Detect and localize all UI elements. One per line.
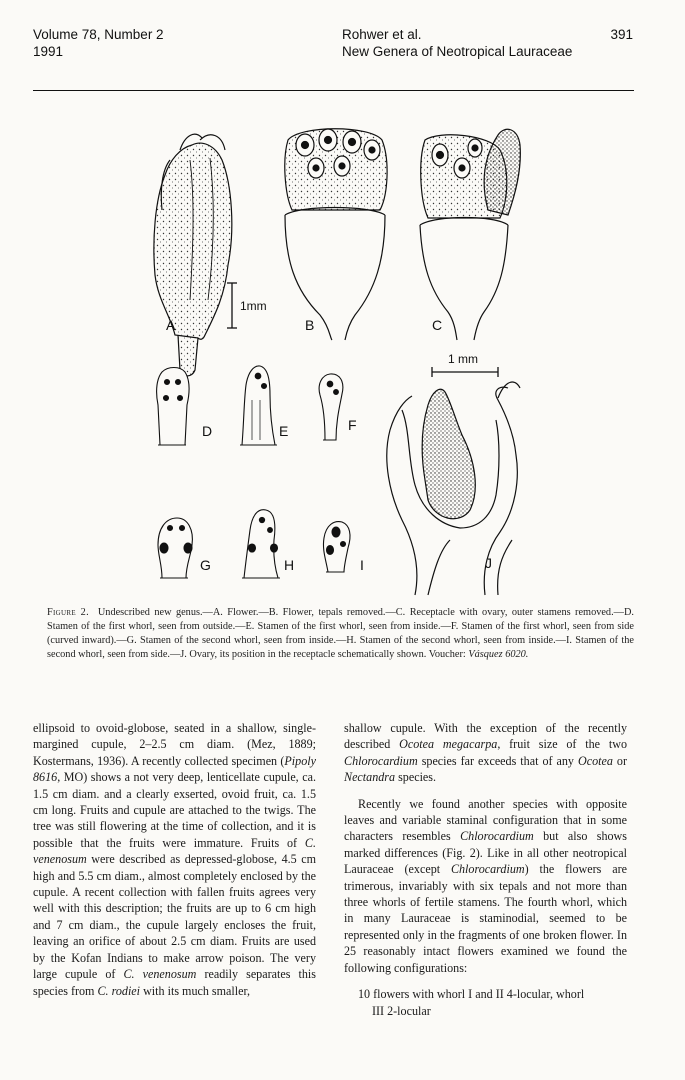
text-run: readily separates this species from: [33, 967, 316, 998]
panel-e-stamen-first-whorl-inside: [240, 366, 277, 445]
panel-c-receptacle-ovary: [420, 129, 520, 340]
panel-label-a: A: [166, 317, 176, 333]
panel-label-j: J: [485, 555, 492, 571]
left-paragraph-1: [33, 720, 316, 999]
species-name: C. venenosum: [123, 967, 197, 982]
text-run: , MO) shows a not very deep, lenticellate cupule, ca. 1.5 cm diam. and a clearly exserted, ovoid fruit, ca. 1.5 cm long. Fruits and cupule are attached to the twigs. The tree was still flowering at the time of collection, and it is possible that the fruits were immature. Fruits of: [33, 770, 316, 850]
panel-h-stamen-second-whorl-inside: [242, 510, 280, 578]
list-line-2: III 2-locular: [372, 1003, 431, 1018]
text-run: species.: [395, 770, 437, 785]
text-run: , fruit size of the two: [497, 737, 627, 752]
body-column-right: [344, 720, 627, 1019]
panel-label-i: I: [360, 557, 364, 573]
text-run: or: [612, 753, 627, 768]
right-paragraph-1: [344, 720, 627, 786]
header-rule: [33, 90, 634, 91]
panel-label-h: H: [284, 557, 295, 573]
text-run: ellipsoid to ovoid-globose, seated in a shallow, single-margined cupule, 2–2.5 cm diam. (Mez, 1889; Kostermans, 1936). A recently collected specimen (: [33, 721, 316, 768]
species-name: C. venenosum: [33, 835, 316, 867]
figure-2-illustration: [30, 100, 640, 600]
header-article-title: New Genera of Neotropical Lauraceae: [342, 44, 573, 59]
genus-name: Chlorocardium: [450, 862, 525, 877]
caption-voucher: Vásquez 6020.: [468, 649, 529, 660]
scale-bar-1mm: [227, 283, 237, 328]
genus-name: Chlorocardium: [460, 829, 534, 844]
genus-name: Chlorocardium: [344, 753, 418, 768]
specimen-citation: Pipoly 8616: [33, 753, 316, 785]
figure-caption: [47, 606, 634, 662]
text-run: species far exceeds that of any: [417, 753, 578, 768]
scale-bar-right: [432, 367, 498, 377]
panel-label-e: E: [279, 423, 289, 439]
text-run: shallow cupule. With the exception of the recently described: [344, 721, 627, 752]
botanical-drawing: [30, 100, 640, 600]
running-header-left: [33, 26, 164, 60]
species-name: C. rodiei: [97, 983, 141, 998]
genus-name: Nectandra: [344, 770, 396, 785]
panel-label-f: F: [348, 417, 357, 433]
scale-label-top: 1mm: [240, 299, 267, 313]
panel-d-stamen-first-whorl-outside: [157, 368, 189, 446]
text-run: but also shows marked differences (Fig. 2). Like in all other neotropical Lauraceae (except: [344, 829, 627, 877]
journal-year: 1991: [33, 44, 64, 59]
right-paragraph-2: [344, 796, 627, 976]
configuration-list-item: [344, 986, 627, 1019]
text-run: were described as depressed-globose, 4.5 cm high and 5.5 cm diam., almost completely enclosed by the cupule. A recent collection with fallen fruits agrees very well with this description; the fruits are up to 6 cm high and 7 cm diam., the cupule largely encloses the fruit, leaving an orifice of about 2.5 cm diam. Fruits are used by the Kofan Indians to make arrow poison. The very large cupule of: [33, 852, 316, 982]
scale-label-right: 1 mm: [448, 352, 478, 366]
page-number: 391: [610, 27, 633, 42]
header-authors: Rohwer et al.: [342, 27, 422, 42]
genus-name: Ocotea: [577, 753, 613, 768]
text-run: with its much smaller,: [140, 983, 251, 998]
running-header-middle: [342, 26, 572, 60]
text-run: ) the flowers are trimerous, invariably with six tepals and not more than three whorls of fertile stamens. The fourth whorl, which in many Lauraceae is staminodial, seemed to be represented only in the fragments of one broken flower. In 25 reasonably intact flowers examined we found the following configurations:: [344, 862, 627, 975]
panel-f-stamen-first-whorl-side: [319, 374, 343, 440]
panel-label-b: B: [305, 317, 315, 333]
panel-label-c: C: [432, 317, 443, 333]
panel-i-stamen-second-whorl-side: [323, 522, 350, 572]
panel-a-flower: [154, 134, 232, 376]
panel-label-d: D: [202, 423, 213, 439]
panel-label-g: G: [200, 557, 211, 573]
panel-b-flower-tepals-removed: [285, 129, 387, 340]
caption-text: Undescribed new genus.—A. Flower.—B. Flower, tepals removed.—C. Receptacle with ovary, outer stamens removed.—D. Stamen of the first whorl, seen from outside.—E. Stamen of the first whorl, seen from inside.—F. Stamen of the first whorl, seen from side (curved inward).—G. Stamen of the second whorl, seen from inside.—H. Stamen of the second whorl, seen from inside.—I. Stamen of the second whorl, seen from side.—J. Ovary, its position in the receptacle schematically shown. Voucher:: [47, 607, 634, 660]
caption-figure-label: Figure 2.: [47, 607, 89, 618]
body-column-left: [33, 720, 316, 999]
species-name: Ocotea megacarpa: [399, 737, 498, 752]
panel-j-ovary-receptacle: [387, 382, 520, 595]
panel-g-stamen-second-whorl-inside: [158, 518, 192, 578]
text-run: Recently we found another species with opposite leaves and variable staminal configuration that in some characters resembles: [344, 796, 627, 844]
journal-volume: Volume 78, Number 2: [33, 27, 164, 42]
list-line-1: 10 flowers with whorl I and II 4-locular, whorl: [358, 987, 585, 1002]
